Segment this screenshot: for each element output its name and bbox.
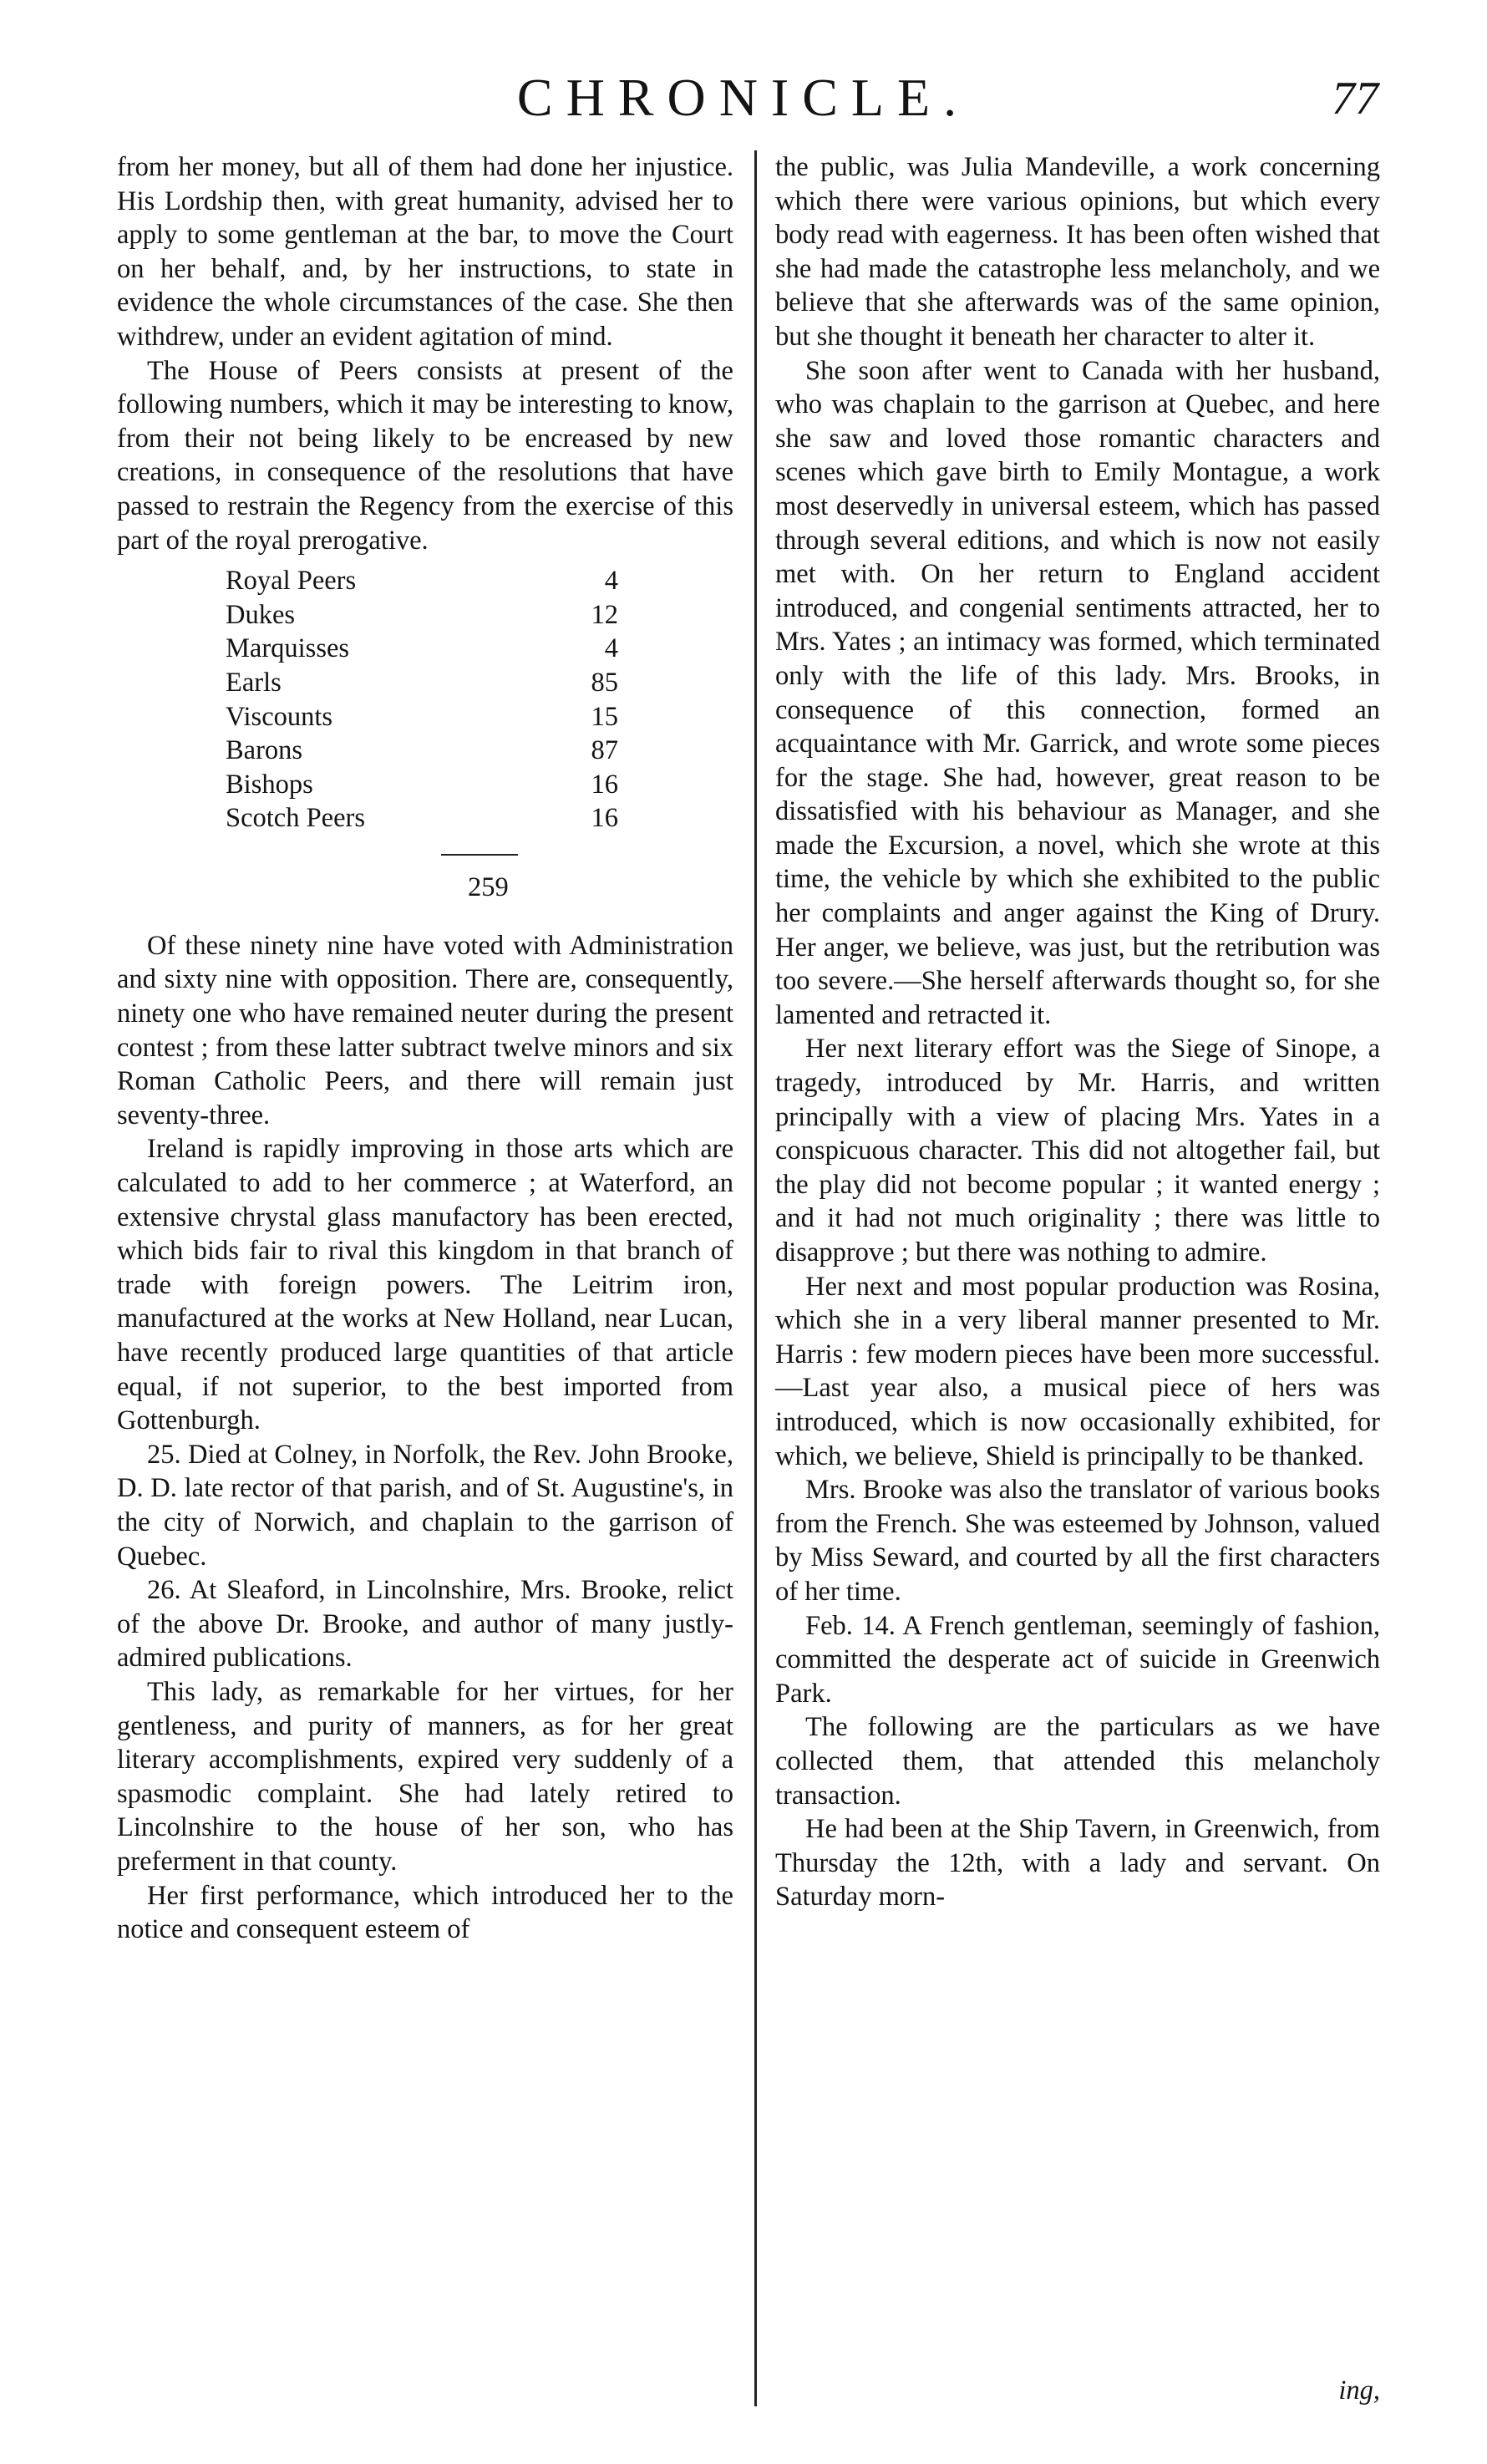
- peers-total: 259: [468, 871, 509, 902]
- paragraph: Her first performance, which introduced her to the notice and consequent esteem of: [117, 1880, 733, 1945]
- peers-table-row: [226, 598, 618, 633]
- right-column: [775, 150, 1380, 1914]
- page-header: [0, 60, 1487, 135]
- peers-table-row: [226, 801, 618, 836]
- peer-count: 87: [591, 735, 618, 766]
- catchword: ing,: [1338, 2375, 1380, 2406]
- paragraph: The House of Peers consists at present of the following numbers, which it may be interesting to know, from their not being likely to be encreased by new creations, in consequence of the resolutions that have passed to restrain the Regency from the exercise of this part of the royal prerogative.: [117, 355, 733, 556]
- peers-table-row: [226, 564, 618, 598]
- paragraph: The following are the particulars as we have collected them, that attended this melancholy transaction.: [775, 1712, 1380, 1811]
- column-divider: [754, 150, 757, 2406]
- peer-count: 4: [604, 633, 618, 664]
- peer-count: 4: [604, 566, 618, 597]
- peers-table-row: [226, 768, 618, 802]
- peer-rank: Earls: [226, 667, 282, 698]
- paragraph: Of these ninety nine have voted with Administration and sixty nine with opposition. There are, consequently, ninety one who have remained neuter during the present contest ; from these latter subtract twelve minors and six Roman Catholic Peers, and there will remain just seventy-three.: [117, 930, 733, 1130]
- paragraph: He had been at the Ship Tavern, in Greenwich, from Thursday the 12th, with a lady and servant. On Saturday morn-: [775, 1814, 1380, 1913]
- paragraph: She soon after went to Canada with her husband, who was chaplain to the garrison at Quebec, and here she saw and loved those romantic characters and scenes which gave birth to Emily Montague, a work most deservedly in universal esteem, which has passed through several editions, and which is now not easily met with. On her return to England accident introduced, and congenial sentiments attracted, her to Mrs. Yates ; an intimacy was formed, which terminated only with the life of this lady. Mrs. Brooks, in consequence of this connection, formed an acquaintance with Mr. Garrick, and wrote some pieces for the stage. She had, however, great reason to be dissatisfied with his behaviour as Manager, and she made the Excursion, a novel, which she wrote at this time, the vehicle by which she exhibited to the public her complaints and anger against the King of Drury. Her anger, we believe, was just, but the retribution was too severe.—She herself afterwards thought so, for she lamented and retracted it.: [775, 355, 1380, 1030]
- peer-count: 15: [591, 701, 618, 732]
- peers-table-row: [226, 632, 618, 666]
- paragraph: Her next literary effort was the Siege of Sinope, a tragedy, introduced by Mr. Harris, and written principally with a view of placing Mrs. Yates in a conspicuous character. This did not altogether fail, but the play did not become popular ; it wanted energy ; and it had not much originality ; there was little to disapprove ; but there was nothing to admire.: [775, 1034, 1380, 1268]
- peers-table-row: [226, 700, 618, 734]
- paragraph: 25. Died at Colney, in Norfolk, the Rev. John Brooke, D. D. late rector of that parish, and of St. Augustine's, in the city of Norwich, and chaplain to the garrison of Quebec.: [117, 1439, 733, 1572]
- left-column: [117, 150, 733, 1947]
- page-number: 77: [1332, 73, 1378, 124]
- peer-rank: Marquisses: [226, 633, 350, 664]
- peer-count: 85: [591, 667, 618, 698]
- paragraph: 26. At Sleaford, in Lincolnshire, Mrs. Brooke, relict of the above Dr. Brooke, and author of many justly-admired publications.: [117, 1575, 733, 1674]
- peer-rank: Dukes: [226, 599, 296, 630]
- paragraph: from her money, but all of them had done her injustice. His Lordship then, with great humanity, advised her to apply to some gentleman at the bar, to move the Court on her behalf, and, by her instructions, to state in evidence the whole circumstances of the case. She then withdrew, under an evident agitation of mind.: [117, 152, 733, 352]
- peer-rank: Scotch Peers: [226, 803, 365, 834]
- paragraph: This lady, as remarkable for her virtues, for her gentleness, and purity of manners, as for her great literary accomplishments, expired very suddenly of a spasmodic complaint. She had lately retired to Lincolnshire to the house of her son, who has preferment in that county.: [117, 1676, 733, 1877]
- sum-rule: [441, 854, 518, 856]
- paragraph: Mrs. Brooke was also the translator of various books from the French. She was esteemed by Johnson, valued by Miss Seward, and courted by all the first characters of her time.: [775, 1475, 1380, 1607]
- peers-table-row: [226, 666, 618, 700]
- paragraph: Ireland is rapidly improving in those arts which are calculated to add to her commerce ; at Waterford, an extensive chrystal glass manufactory has been erected, which bids fair to rival this kingdom in that branch of trade with foreign powers. The Leitrim iron, manufactured at the works at New Holland, near Lucan, have recently produced large quantities of that article equal, if not superior, to the best imported from Gottenburgh.: [117, 1134, 733, 1436]
- peer-count: 16: [591, 803, 618, 834]
- paragraph: the public, was Julia Mandeville, a work concerning which there were various opinions, but which every body read with eagerness. It has been often wished that she had made the catastrophe less melancholy, and we believe that she afterwards was of the same opinion, but she thought it beneath her character to alter it.: [775, 152, 1380, 352]
- peer-count: 12: [591, 599, 618, 630]
- peer-rank: Barons: [226, 735, 303, 766]
- paragraph: Feb. 14. A French gentleman, seemingly of fashion, committed the desperate act of suicide in Greenwich Park.: [775, 1610, 1380, 1709]
- peers-table-row: [226, 734, 618, 768]
- peer-rank: Bishops: [226, 769, 313, 800]
- peer-rank: Royal Peers: [226, 566, 357, 597]
- peers-table: [226, 564, 618, 836]
- paragraph: Her next and most popular production was Rosina, which she in a very liberal manner presented to Mr. Harris : few modern pieces have been more successful.—Last year also, a musical piece of hers was introduced, which is now occasionally exhibited, for which, we believe, Shield is principally to be thanked.: [775, 1271, 1380, 1471]
- peer-rank: Viscounts: [226, 701, 333, 732]
- running-title: CHRONICLE.: [516, 68, 971, 127]
- peer-count: 16: [591, 769, 618, 800]
